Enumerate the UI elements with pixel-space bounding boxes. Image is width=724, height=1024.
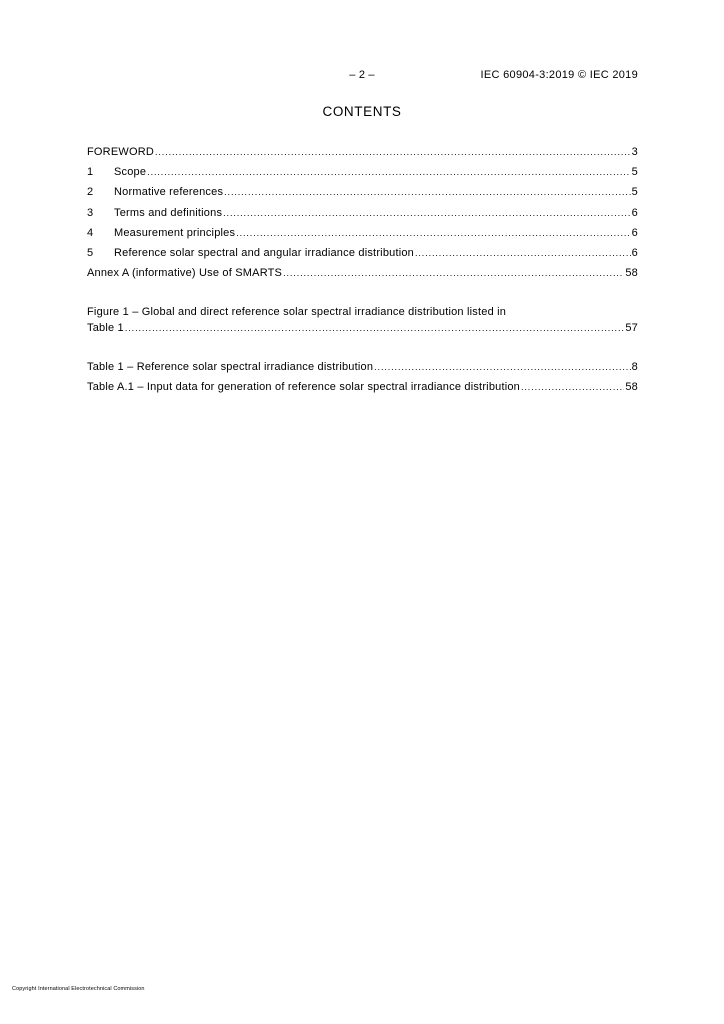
toc-entry-title-line1: Figure 1 – Global and direct reference solar spectral irradiance distribution listed in: [87, 306, 507, 318]
dot-leader: [283, 266, 624, 280]
dot-leader: [415, 246, 631, 260]
toc-entry-number: 2: [87, 186, 94, 199]
toc-entry-page: 3: [631, 146, 638, 158]
toc-entry-number: 1: [87, 166, 94, 179]
dot-leader: [374, 360, 631, 374]
copyright-footer: Copyright International Electrotechnical Commission: [12, 986, 145, 992]
toc-entry-foreword[interactable]: [87, 145, 638, 165]
dot-leader: [521, 380, 624, 394]
toc-list: [87, 145, 638, 286]
toc-entry-page: 58: [625, 267, 638, 280]
toc-entry-scope[interactable]: [87, 165, 638, 185]
table-list: [87, 360, 638, 400]
toc-entry-title-line2: Table 1: [87, 322, 124, 334]
toc-entry-measurement-principles[interactable]: [87, 226, 638, 246]
toc-entry-title: FOREWORD: [87, 146, 154, 158]
toc-entry-page: 57: [625, 322, 638, 334]
dot-leader: [223, 206, 631, 220]
dot-leader: [236, 226, 630, 240]
toc-entry-page: 6: [631, 206, 638, 219]
toc-entry-page: 6: [631, 246, 638, 259]
contents-title: CONTENTS: [322, 104, 402, 119]
toc-entry-page: 8: [631, 361, 638, 373]
toc-entry-title: Table A.1 – Input data for generation of reference solar spectral irradiance distribution: [87, 381, 520, 394]
toc-entry-title: Scope: [114, 166, 147, 179]
toc-entry-title: Normative references: [114, 186, 224, 199]
toc-entry-figure-1[interactable]: [87, 305, 638, 341]
dot-leader: [147, 165, 630, 179]
page-number: – 2 –: [349, 69, 375, 81]
toc-entry-title: Reference solar spectral and angular irradiance distribution: [114, 246, 414, 259]
toc-entry-number: 5: [87, 246, 94, 259]
toc-entry-table-1[interactable]: [87, 360, 638, 380]
toc-entry-annex-a[interactable]: [87, 266, 638, 286]
toc-entry-normative-references[interactable]: [87, 185, 638, 205]
toc-entry-reference-solar-spectral[interactable]: [87, 246, 638, 266]
toc-entry-title: Table 1 – Reference solar spectral irradiance distribution: [87, 361, 374, 373]
dot-leader: [125, 321, 624, 335]
toc-entry-page: 5: [631, 186, 638, 199]
toc-entry-number: 4: [87, 226, 94, 239]
document-id: IEC 60904-3:2019 © IEC 2019: [480, 69, 638, 81]
toc-entry-page: 6: [631, 226, 638, 239]
dot-leader: [155, 145, 631, 159]
toc-entry-terms-and-definitions[interactable]: [87, 206, 638, 226]
toc-entry-title: Terms and definitions: [114, 206, 223, 219]
toc-entry-page: 5: [631, 166, 638, 179]
figure-list: [87, 305, 638, 341]
toc-entry-table-a1[interactable]: [87, 380, 638, 400]
toc-entry-title: Measurement principles: [114, 226, 236, 239]
dot-leader: [224, 185, 631, 199]
toc-entry-number: 3: [87, 206, 94, 219]
toc-entry-title: Annex A (informative) Use of SMARTS: [87, 267, 283, 280]
toc-entry-page: 58: [625, 381, 638, 394]
